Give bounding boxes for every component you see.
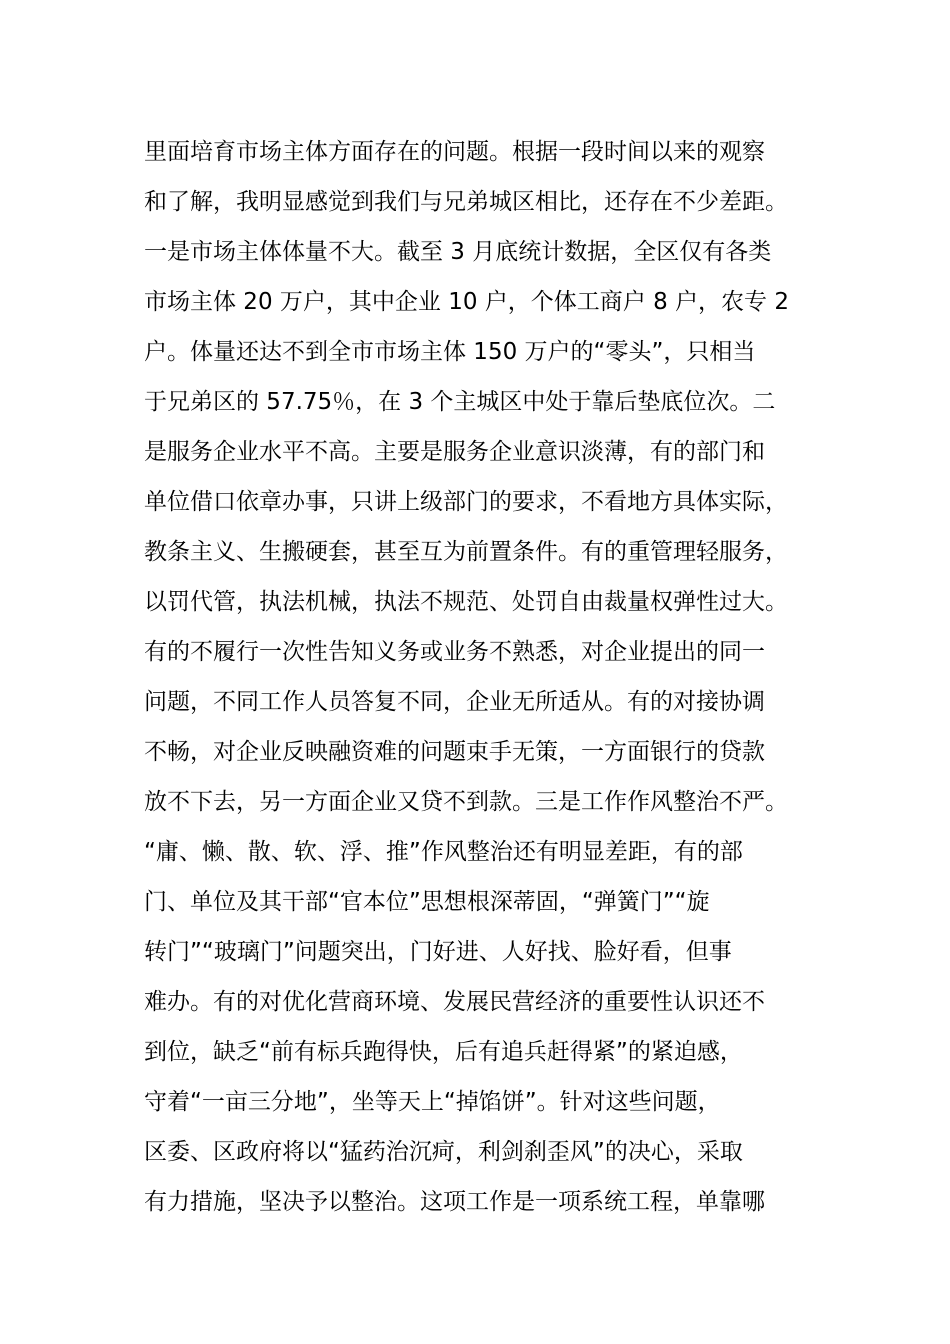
text-line: 到位，缺乏“前有标兵跑得快，后有追兵赶得紧”的紧迫感， <box>144 1039 743 1065</box>
text-line: 转门”“玻璃门”问题突出，门好进、人好找、脸好看，但事 <box>144 939 732 965</box>
text-line: 和了解，我明显感觉到我们与兄弟城区相比，还存在不少差距。 <box>144 189 788 215</box>
text-line: 问题，不同工作人员答复不同，企业无所适从。有的对接协调 <box>144 689 765 715</box>
text-line: 有的不履行一次性告知义务或业务不熟悉，对企业提出的同一 <box>144 639 765 665</box>
text-line: 户。体量还达不到全市市场主体 150 万户的“零头”，只相当 <box>144 339 756 365</box>
text-line: 于兄弟区的 57.75％，在 3 个主城区中处于靠后垫底位次。二 <box>144 389 776 415</box>
text-line: 教条主义、生搬硬套，甚至互为前置条件。有的重管理轻服务， <box>144 539 788 565</box>
text-line: 不畅，对企业反映融资难的问题束手无策，一方面银行的贷款 <box>144 739 765 765</box>
text-line: 守着“一亩三分地”，坐等天上“掉馅饼”。针对这些问题， <box>144 1089 721 1115</box>
body-text <box>144 127 814 1227</box>
text-line: 放不下去，另一方面企业又贷不到款。三是工作作风整治不严。 <box>144 789 788 815</box>
text-line: “庸、懒、散、软、浮、推”作风整治还有明显差距，有的部 <box>144 839 743 865</box>
text-line: 门、单位及其干部“官本位”思想根深蒂固，“弹簧门”“旋 <box>144 889 710 915</box>
text-line: 市场主体 20 万户，其中企业 10 户，个体工商户 8 户，农专 2 <box>144 289 789 315</box>
text-line: 单位借口依章办事，只讲上级部门的要求，不看地方具体实际， <box>144 489 788 515</box>
text-line: 区委、区政府将以“猛药治沉疴，利剑刹歪风”的决心，采取 <box>144 1139 743 1165</box>
text-line: 里面培育市场主体方面存在的问题。根据一段时间以来的观察 <box>144 139 765 165</box>
text-line: 是服务企业水平不高。主要是服务企业意识淡薄，有的部门和 <box>144 439 765 465</box>
text-line: 一是市场主体体量不大。截至 3 月底统计数据，全区仅有各类 <box>144 239 772 265</box>
text-line: 难办。有的对优化营商环境、发展民营经济的重要性认识还不 <box>144 989 765 1015</box>
text-line: 以罚代管，执法机械，执法不规范、处罚自由裁量权弹性过大。 <box>144 589 788 615</box>
text-line: 有力措施，坚决予以整治。这项工作是一项系统工程，单靠哪 <box>144 1189 765 1215</box>
